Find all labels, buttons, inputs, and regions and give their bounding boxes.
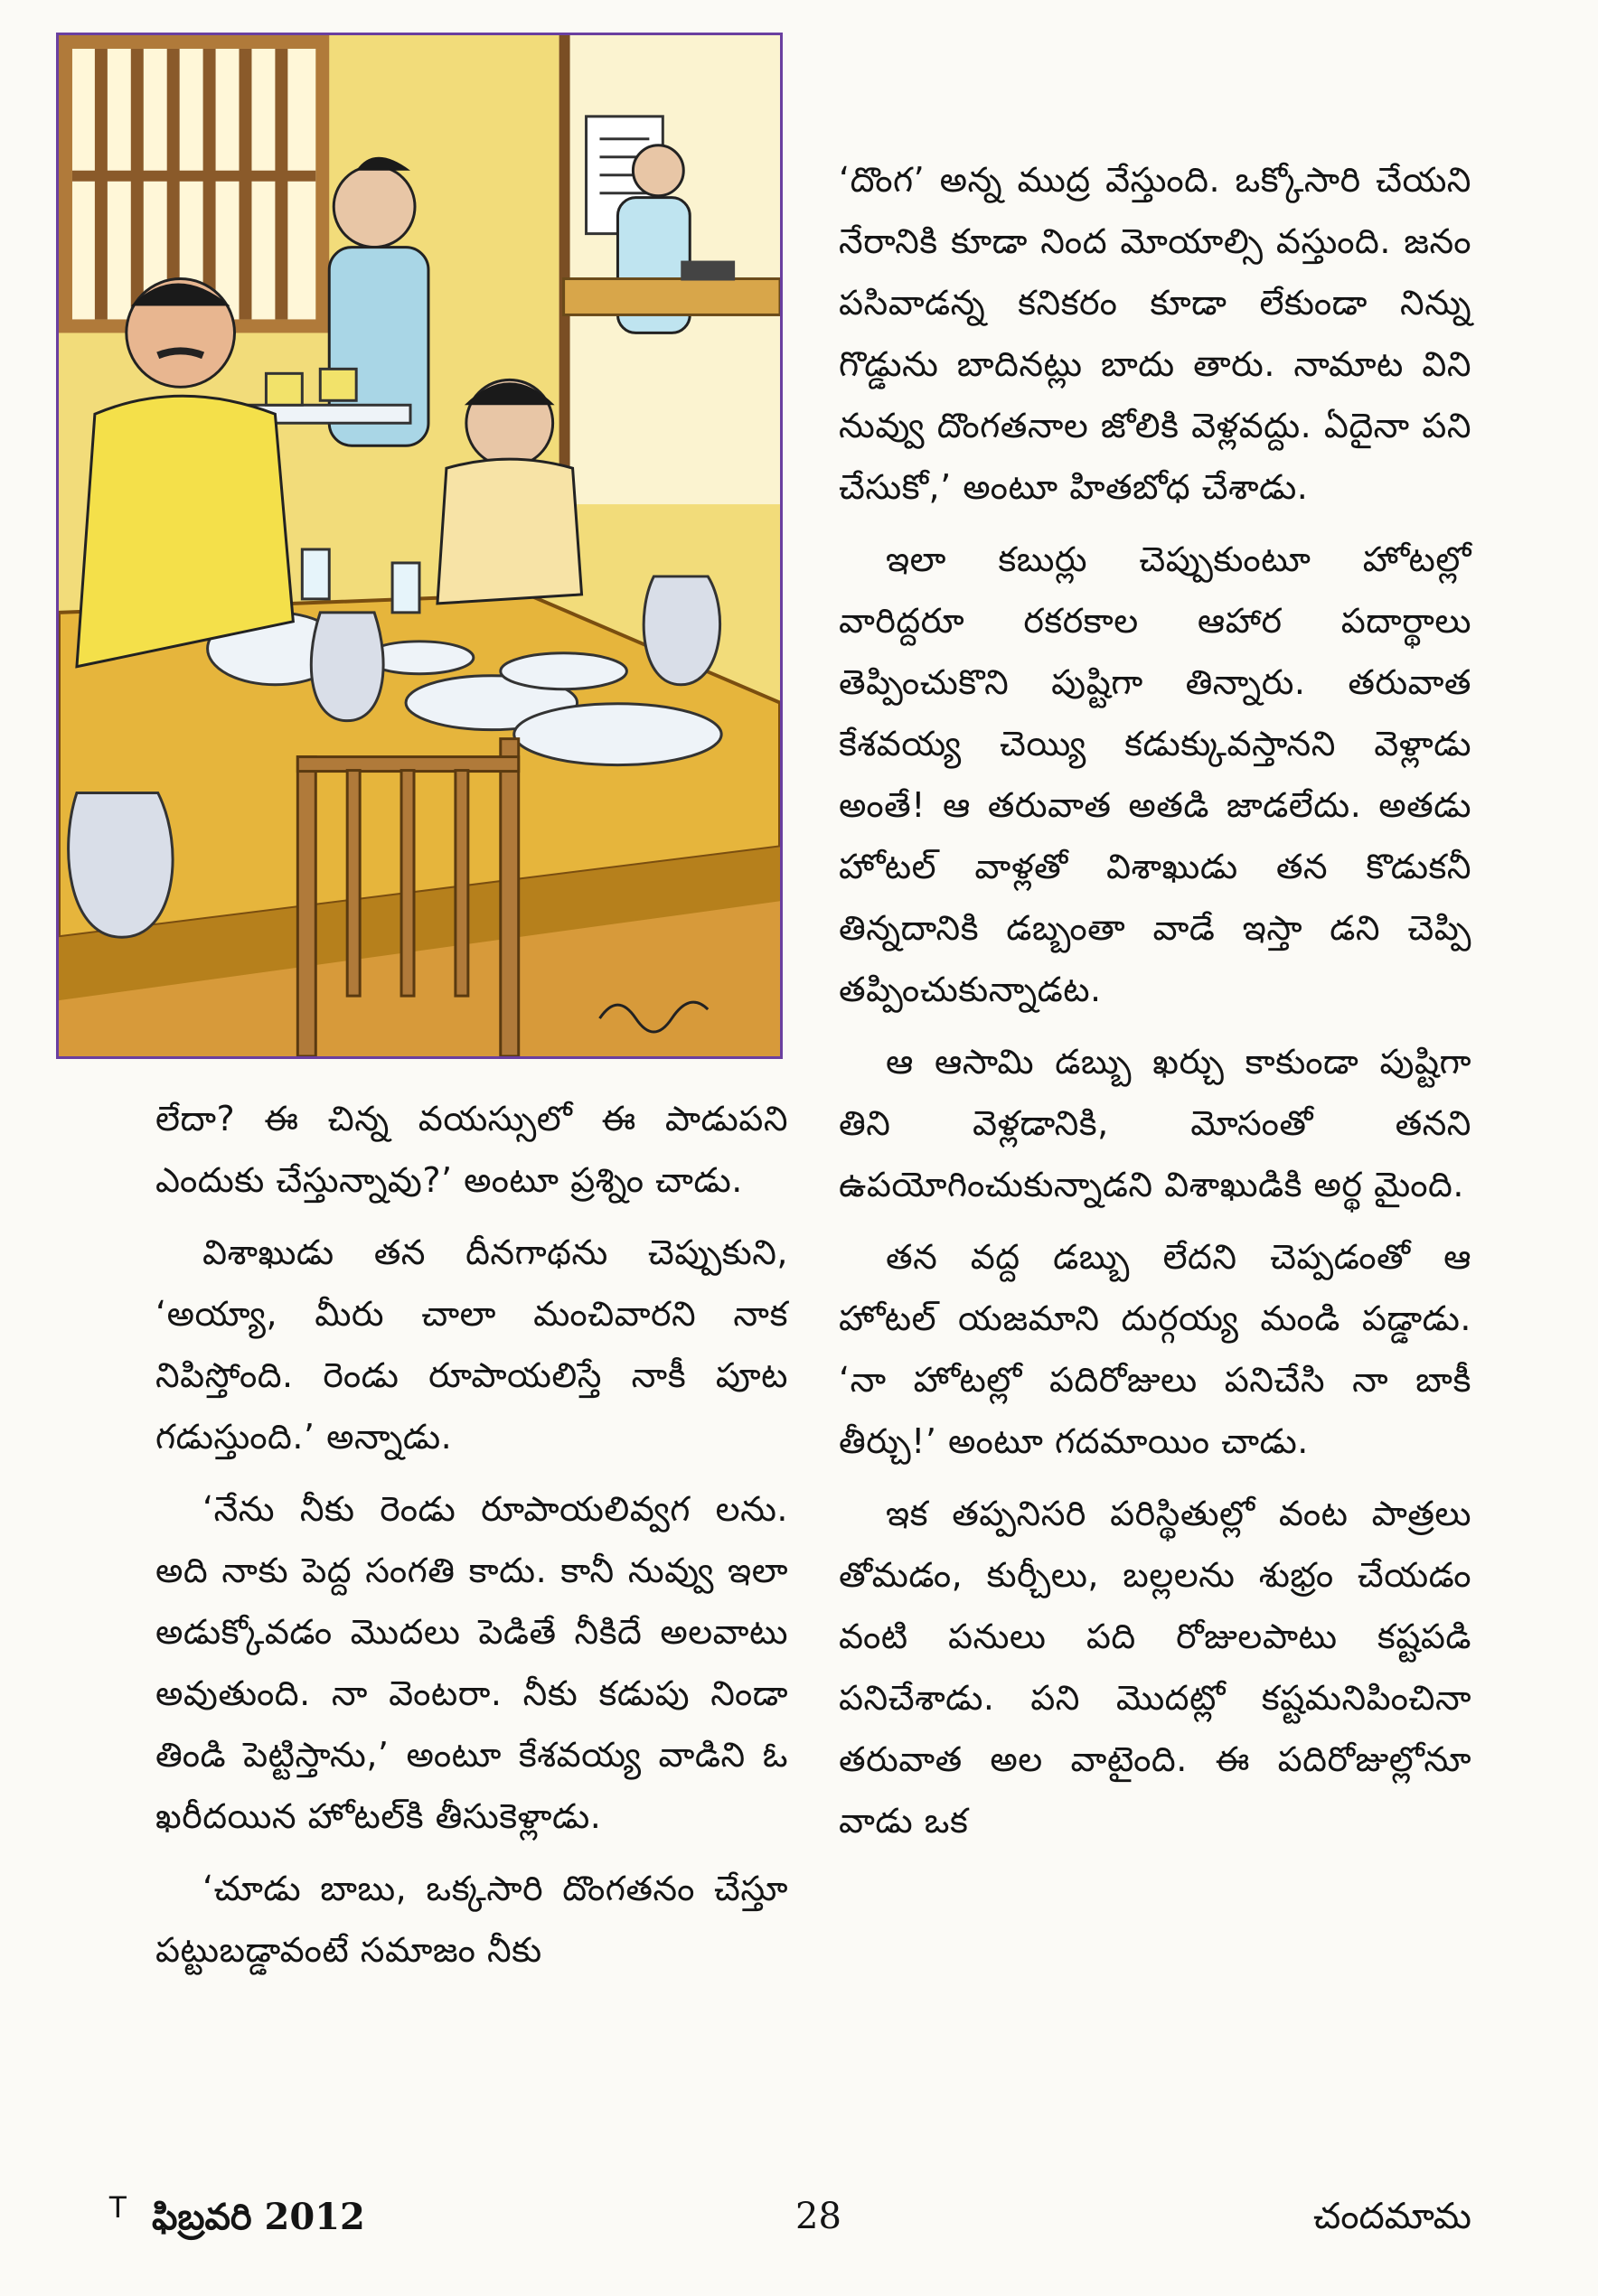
paragraph: ఇలా కబుర్లు చెప్పుకుంటూ హోటల్లో వారిద్దరూ రకరకాల ఆహార పదార్థాలు తెప్పించుకొని పుష్టిగా తిన్నారు. తరువాత కేశవయ్య చెయ్యి కడుక్కువస్తానని వెళ్లాడు అంతే! ఆ తరువాత అతడి జాడలేదు. అతడు హోటల్ వాళ్లతో విశాఖుడు తన కొడుకనీ తిన్నదానికి డబ్బంతా వాడే ఇస్తా డని చెప్పి తప్పించుకున్నాడట. — [839, 539, 1471, 1009]
paragraph: లేదా? ఈ చిన్న వయస్సులో ఈ పాడుపని ఎందుకు చేస్తున్నావు?’ అంటూ ప్రశ్నిం చాడు. — [155, 1099, 788, 1200]
left-text-column — [155, 1088, 788, 1981]
issue-date: ఫిబ్రవరి 2012 — [152, 2196, 365, 2238]
paragraph: ఇక తప్పనిసరి పరిస్థితుల్లో వంట పాత్రలు తోమడం, కుర్చీలు, బల్లలను శుభ్రం చేయడం వంటి పనులు పది రోజులపాటు కష్టపడి పనిచేశాడు. పని మొదట్లో కష్టమనిపించినా తరువాత అల వాటైంది. ఈ పదిరోజుల్లోనూ వాడు ఒక — [839, 1494, 1471, 1841]
magazine-name: చందమామ — [1312, 2196, 1471, 2237]
paragraph: ఆ ఆసామి డబ్బు ఖర్చు కాకుండా పుష్టిగా తిని వెళ్లడానికి, మోసంతో తనని ఉపయోగించుకున్నాడని విశాఖుడికి అర్థ మైంది. — [839, 1042, 1471, 1204]
paragraph: ‘దొంగ’ అన్న ముద్ర వేస్తుంది. ఒక్కోసారి చేయని నేరానికి కూడా నింద మోయాల్సి వస్తుంది. జనం పసివాడన్న కనికరం కూడా లేకుండా నిన్ను గొడ్డును బాదినట్లు బాదు తారు. నామాట విని నువ్వు దొంగతనాల జోలికి వెళ్లవద్దు. ఏదైనా పని చేసుకో,’ అంటూ హితబోధ చేశాడు. — [839, 160, 1471, 507]
paragraph: తన వద్ద డబ్బు లేదని చెప్పడంతో ఆ హోటల్ యజమాని దుర్గయ్య మండి పడ్డాడు. ‘నా హోటల్లో పదిరోజులు పనిచేసి నా బాకీ తీర్చు!’ అంటూ గదమాయిం చాడు. — [839, 1237, 1471, 1461]
paragraph: ‘నేను నీకు రెండు రూపాయలివ్వగ లను. అది నాకు పెద్ద సంగతి కాదు. కానీ నువ్వు ఇలా అడుక్కోవడం మొదలు పెడితే నీకిదే అలవాటు అవుతుంది. నా వెంటరా. నీకు కడుపు నిండా తిండి పెట్టిస్తాను,’ అంటూ కేశవయ్య వాడిని ఓ ఖరీదయిన హోటల్‌కి తీసుకెళ్లాడు. — [155, 1489, 788, 1836]
paragraph: విశాఖుడు తన దీనగాథను చెప్పుకుని, ‘అయ్యా, మీరు చాలా మంచివారని నాక నిపిస్తోంది. రెండు రూపాయలిస్తే నాకీ పూట గడుస్తుంది.’ అన్నాడు. — [155, 1232, 788, 1457]
right-text-column — [839, 149, 1471, 1851]
paragraph: ‘చూడు బాబు, ఒక్కసారి దొంగతనం చేస్తూ పట్టుబడ్డావంటే సమాజం నీకు — [155, 1869, 788, 1970]
restaurant-scene-illustration — [59, 35, 780, 1056]
page-number: 28 — [795, 2196, 841, 2237]
page-footer — [108, 2190, 1471, 2250]
story-illustration — [56, 33, 783, 1059]
footer-marker: T — [108, 2190, 127, 2225]
